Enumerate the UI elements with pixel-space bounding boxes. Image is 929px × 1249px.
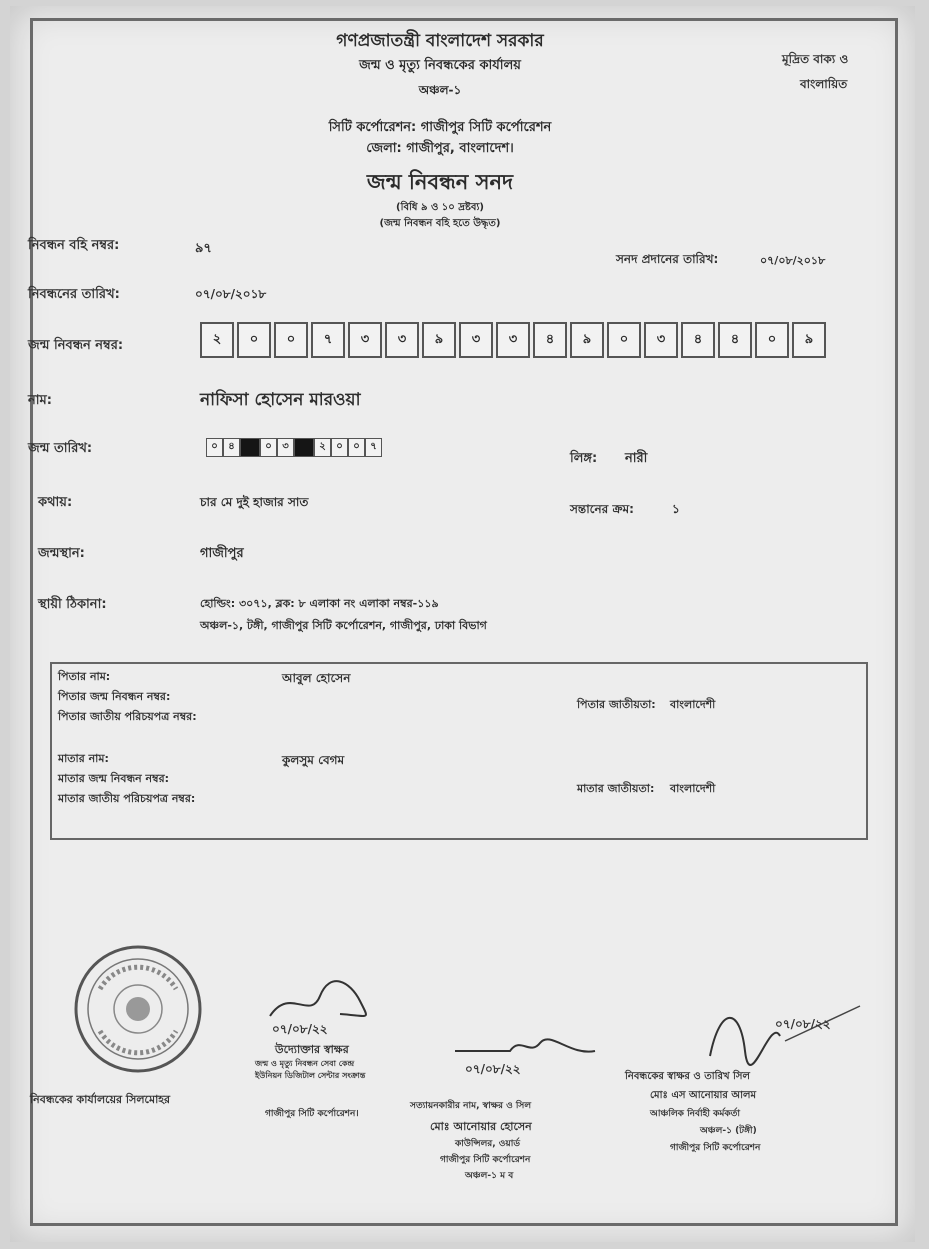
district-text: জেলা: গাজীপুর, বাংলাদেশ। <box>366 141 514 156</box>
mother-nationality: বাংলাদেশী <box>670 782 716 795</box>
reg-digit: ৩ <box>644 322 678 358</box>
sex-value: নারী <box>625 451 648 466</box>
dob-digit: ২ <box>314 438 331 457</box>
father-name: আবুল হোসেন <box>282 671 351 685</box>
government-title: গণপ্রজাতন্ত্রী বাংলাদেশ সরকার <box>336 31 544 51</box>
book-number: ৯৭ <box>195 241 212 256</box>
registration-number-label: জন্ম নিবন্ধন নম্বর: <box>28 338 124 353</box>
issue-date: ০৭/০৮/২০১৮ <box>760 254 826 267</box>
corner-note-line2: বাংলায়িত <box>800 77 848 91</box>
reg-digit: ৯ <box>792 322 826 358</box>
reg-digit: ৯ <box>570 322 604 358</box>
address-line-2: অঞ্চল-১, টঙ্গী, গাজীপুর সিটি কর্পোরেশন, গাজীপুর, ঢাকা বিভাগ <box>200 619 487 632</box>
person-name: নাফিসা হোসেন মারওয়া <box>200 390 361 410</box>
mother-nid-label: মাতার জাতীয় পরিচয়পত্র নম্বর: <box>58 792 196 805</box>
attester-line-1: সত্যায়নকারীর নাম, স্বাক্ষর ও সিল <box>410 1101 532 1111</box>
mother-reg-label: মাতার জন্ম নিবন্ধন নম্বর: <box>58 772 170 785</box>
reg-digit: ০ <box>237 322 271 358</box>
dob-digit: ০ <box>348 438 365 457</box>
reg-digit: ২ <box>200 322 234 358</box>
dob-boxes <box>206 438 382 457</box>
mother-name: কুলসুম বেগম <box>282 753 345 767</box>
dob-digit: ০ <box>331 438 348 457</box>
rule-reference: (বিধি ৯ ও ১০ দ্রষ্টব্য) <box>396 202 484 213</box>
birthplace-label: জন্মস্থান: <box>38 546 85 561</box>
registration-date: ০৭/০৮/২০১৮ <box>195 287 267 301</box>
child-order-label: সন্তানের ক্রম: <box>570 502 634 516</box>
sex-label: লিঙ্গ: <box>570 451 598 466</box>
dob-redaction <box>294 438 314 457</box>
entrepreneur-line-3: গাজীপুর সিটি কর্পোরেশন। <box>265 1109 359 1119</box>
reg-digit: ৯ <box>422 322 456 358</box>
reg-digit: ৩ <box>496 322 530 358</box>
certificate-sheet <box>10 6 915 1242</box>
reg-digit: ০ <box>607 322 641 358</box>
registration-number-boxes <box>200 322 829 358</box>
father-nationality-label: পিতার জাতীয়তা: <box>577 698 656 711</box>
reg-digit: ৭ <box>311 322 345 358</box>
certificate-title: জন্ম নিবন্ধন সনদ <box>366 170 514 194</box>
reg-digit: ৩ <box>348 322 382 358</box>
reg-digit: ০ <box>274 322 308 358</box>
reg-digit: ৪ <box>681 322 715 358</box>
attester-name: মোঃ আনোয়ার হোসেন <box>430 1120 532 1133</box>
registrar-sign-date: ০৭/০৮/২২ <box>775 1017 831 1031</box>
parents-info-box <box>50 662 868 840</box>
dob-digit: ৭ <box>365 438 382 457</box>
entrepreneur-sign-title: উদ্যোক্তার স্বাক্ষর <box>275 1043 349 1056</box>
dob-words: চার মে দুই হাজার সাত <box>200 495 309 509</box>
father-name-label: পিতার নাম: <box>58 670 111 683</box>
registrar-line-1: নিবন্ধকের স্বাক্ষর ও তারিখ সিল <box>625 1071 750 1082</box>
issue-date-label: সনদ প্রদানের তারিখ: <box>616 252 719 266</box>
attester-line-4: গাজীপুর সিটি কর্পোরেশন <box>440 1155 531 1165</box>
registration-date-label: নিবন্ধনের তারিখ: <box>28 287 120 302</box>
book-number-label: নিবন্ধন বহি নম্বর: <box>28 238 120 253</box>
address-line-1: হোল্ডিং: ৩০৭১, ব্লক: ৮ এলাকা নং এলাকা নম্বর-১১৯ <box>200 597 439 610</box>
seal-caption: নিবন্ধকের কার্যালয়ের সিলমোহর <box>30 1093 171 1106</box>
father-reg-label: পিতার জন্ম নিবন্ধন নম্বর: <box>58 690 171 703</box>
register-extract-note: (জন্ম নিবন্ধন বহি হতে উদ্ধৃত) <box>379 218 501 229</box>
reg-digit: ৪ <box>533 322 567 358</box>
entrepreneur-line-2: ইউনিয়ন ডিজিটাল সেন্টার সংক্রান্ত <box>255 1071 366 1080</box>
zone-text: অঞ্চল-১ <box>418 83 462 97</box>
corner-note-line1: মূদ্রিত বাক্য ও <box>782 52 849 66</box>
office-title: জন্ম ও মৃত্যু নিবন্ধকের কার্যালয় <box>359 58 521 73</box>
entrepreneur-sign-date: ০৭/০৮/২২ <box>272 1022 328 1036</box>
entrepreneur-signature-icon <box>260 976 380 1026</box>
dob-digit: ৩ <box>277 438 294 457</box>
attester-sign-date: ০৭/০৮/২২ <box>465 1062 521 1076</box>
attester-signature-icon <box>450 1031 600 1061</box>
dob-words-label: কথায়: <box>38 495 73 510</box>
attester-line-3: কাউন্সিলর, ওয়ার্ড <box>455 1139 520 1149</box>
father-nationality: বাংলাদেশী <box>670 698 716 711</box>
reg-digit: ০ <box>755 322 789 358</box>
father-nid-label: পিতার জাতীয় পরিচয়পত্র নম্বর: <box>58 710 197 723</box>
birthplace: গাজীপুর <box>200 546 244 561</box>
name-label: নাম: <box>28 393 52 408</box>
reg-digit: ৪ <box>718 322 752 358</box>
dob-digit: ০ <box>206 438 223 457</box>
dob-label: জন্ম তারিখ: <box>28 441 93 456</box>
registrar-line-5: গাজীপুর সিটি কর্পোরেশন <box>670 1143 761 1153</box>
mother-name-label: মাতার নাম: <box>58 752 109 765</box>
dob-digit: ৪ <box>223 438 240 457</box>
registrar-line-4: অঞ্চল-১ (টঙ্গী) <box>700 1126 757 1136</box>
dob-digit: ০ <box>260 438 277 457</box>
reg-digit: ৩ <box>385 322 419 358</box>
registrar-name: মোঃ এস আনোয়ার আলম <box>650 1090 757 1101</box>
reg-digit: ৩ <box>459 322 493 358</box>
entrepreneur-line-1: জন্ম ও মৃত্যু নিবন্ধন সেবা কেন্দ্র <box>255 1059 355 1068</box>
city-corporation: সিটি কর্পোরেশন: গাজীপুর সিটি কর্পোরেশন <box>328 120 552 135</box>
dob-redaction <box>240 438 260 457</box>
attester-line-5: অঞ্চল-১ ম ব <box>465 1171 514 1181</box>
registrar-line-3: আঞ্চলিক নির্বাহী কর্মকর্তা <box>650 1109 741 1119</box>
mother-nationality-label: মাতার জাতীয়তা: <box>577 782 655 795</box>
child-order: ১ <box>672 502 680 516</box>
address-label: স্থায়ী ঠিকানা: <box>38 597 107 612</box>
office-seal-stamp <box>70 941 210 1081</box>
